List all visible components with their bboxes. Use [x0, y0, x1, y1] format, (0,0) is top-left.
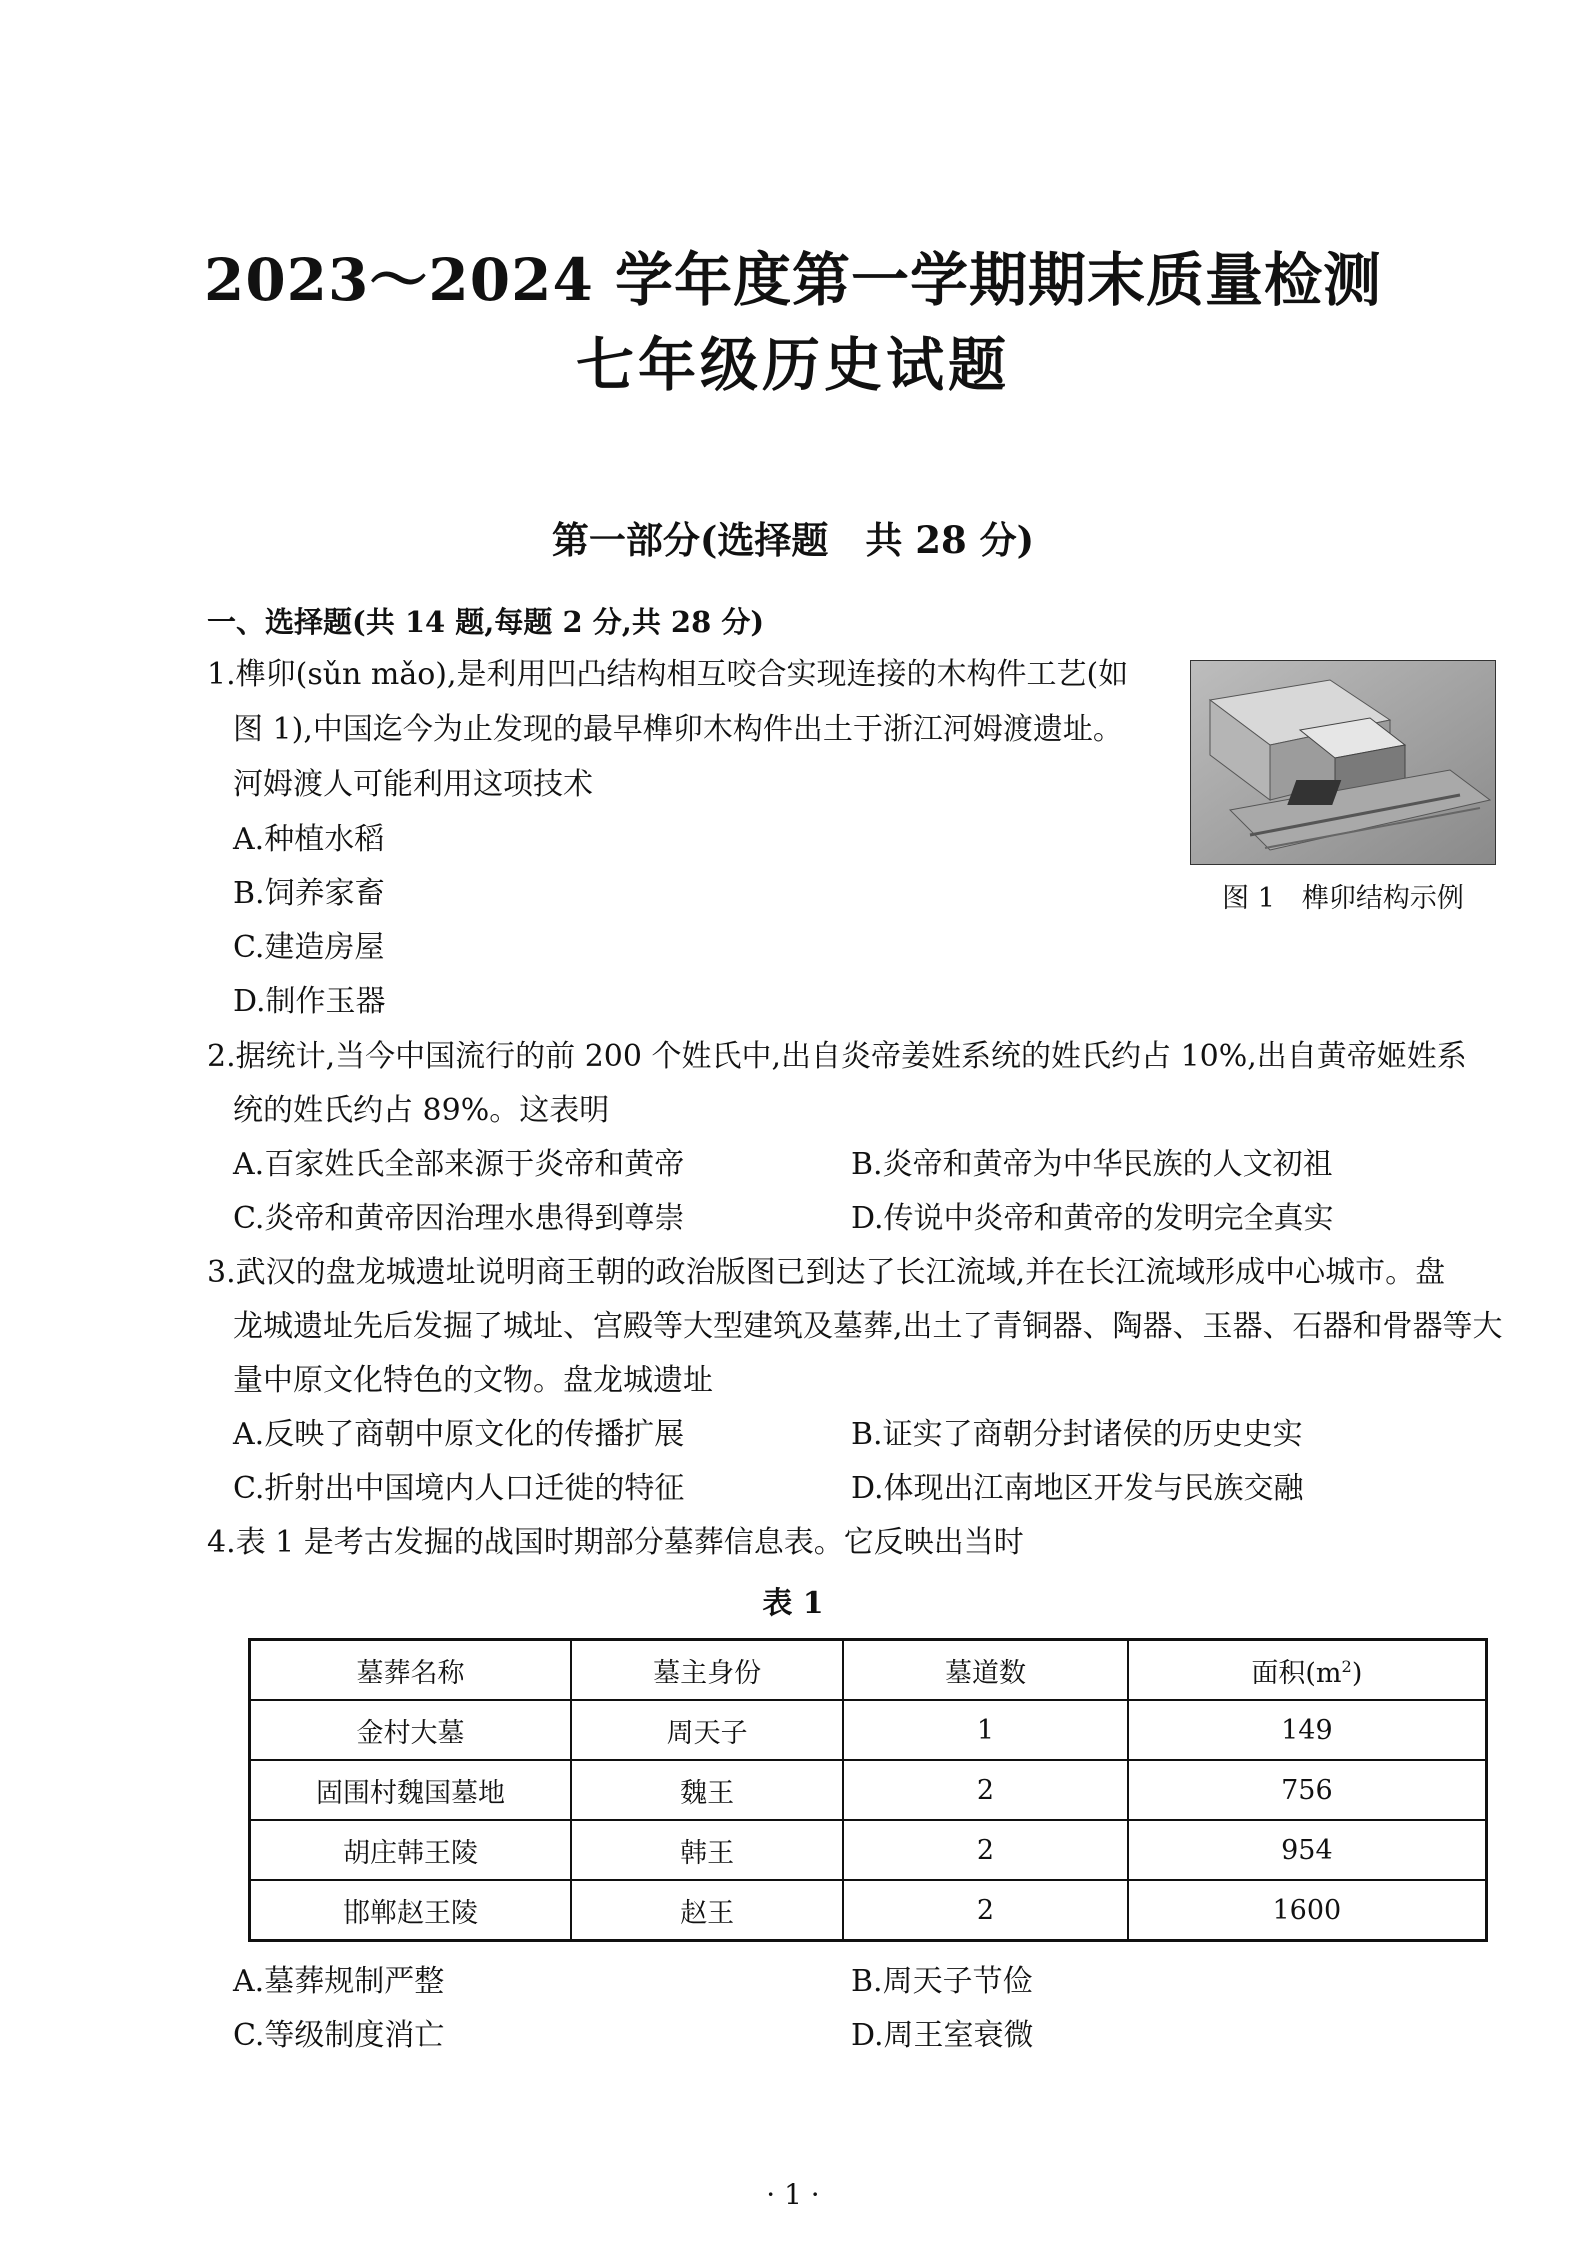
exam-title: 2023～2024 学年度第一学期期末质量检测 — [203, 246, 1383, 314]
cell-area: 756 — [1128, 1760, 1487, 1820]
table-caption: 表 1 — [762, 1586, 824, 1621]
cell-area: 1600 — [1128, 1880, 1487, 1941]
cell-owner: 周天子 — [571, 1700, 843, 1760]
q2-option-d: D.传说中炎帝和黄帝的发明完全真实 — [851, 1201, 1334, 1236]
header-owner: 墓主身份 — [571, 1640, 843, 1701]
header-tomb-name: 墓葬名称 — [250, 1640, 572, 1701]
q3-option-a: A.反映了商朝中原文化的传播扩展 — [233, 1417, 685, 1452]
mortise-tenon-photo — [1190, 660, 1496, 865]
page-number: · 1 · — [766, 2178, 820, 2211]
cell-owner: 韩王 — [571, 1820, 843, 1880]
q3-option-d: D.体现出江南地区开发与民族交融 — [851, 1471, 1304, 1506]
cell-passages: 2 — [843, 1760, 1128, 1820]
q1-option-c: C.建造房屋 — [233, 930, 385, 965]
q4-option-d: D.周王室衰微 — [851, 2018, 1034, 2053]
q1-line-2: 图 1),中国迄今为止发现的最早榫卯木构件出土于浙江河姆渡遗址。 — [233, 712, 1123, 747]
exam-subtitle: 七年级历史试题 — [575, 331, 1010, 399]
cell-owner: 赵王 — [571, 1880, 843, 1941]
section-heading: 一、选择题(共 14 题,每题 2 分,共 28 分) — [207, 605, 765, 639]
part-heading: 第一部分(选择题 共 28 分) — [551, 518, 1035, 562]
cell-tomb-name: 邯郸赵王陵 — [250, 1880, 572, 1941]
q4-line-1: 4.表 1 是考古发掘的战国时期部分墓葬信息表。它反映出当时 — [207, 1525, 1024, 1560]
figure-caption: 图 1 榫卯结构示例 — [1222, 883, 1464, 914]
q4-option-b: B.周天子节俭 — [851, 1964, 1033, 1999]
q4-option-c: C.等级制度消亡 — [233, 2018, 445, 2053]
cell-area: 954 — [1128, 1820, 1487, 1880]
cell-tomb-name: 胡庄韩王陵 — [250, 1820, 572, 1880]
q3-line-1: 3.武汉的盘龙城遗址说明商王朝的政治版图已到达了长江流域,并在长江流域形成中心城市。盘 — [207, 1255, 1446, 1290]
q3-option-b: B.证实了商朝分封诸侯的历史史实 — [851, 1417, 1303, 1452]
cell-tomb-name: 固围村魏国墓地 — [250, 1760, 572, 1820]
table-row — [250, 1820, 1487, 1880]
cell-tomb-name: 金村大墓 — [250, 1700, 572, 1760]
q3-option-c: C.折射出中国境内人口迁徙的特征 — [233, 1471, 685, 1506]
table-row — [250, 1880, 1487, 1941]
tomb-info-table — [248, 1638, 1488, 1942]
q1-option-a: A.种植水稻 — [233, 822, 385, 857]
cell-passages: 2 — [843, 1880, 1128, 1941]
cell-owner: 魏王 — [571, 1760, 843, 1820]
cell-passages: 1 — [843, 1700, 1128, 1760]
header-area: 面积$(m^2)$ — [1128, 1640, 1487, 1701]
q2-option-b: B.炎帝和黄帝为中华民族的人文初祖 — [851, 1147, 1333, 1182]
q1-line-1: 1.榫卯(sǔn mǎo),是利用凹凸结构相互咬合实现连接的木构件工艺(如 — [207, 657, 1129, 692]
q1-option-b: B.饲养家畜 — [233, 876, 385, 911]
table-header-row — [250, 1640, 1487, 1701]
q2-line-2: 统的姓氏约占 89%。这表明 — [233, 1093, 610, 1128]
cell-area: 149 — [1128, 1700, 1487, 1760]
header-passages: 墓道数 — [843, 1640, 1128, 1701]
q1-option-d: D.制作玉器 — [233, 984, 386, 1019]
table-row — [250, 1700, 1487, 1760]
q3-line-2: 龙城遗址先后发掘了城址、宫殿等大型建筑及墓葬,出土了青铜器、陶器、玉器、石器和骨器等大 — [233, 1309, 1503, 1344]
q2-option-a: A.百家姓氏全部来源于炎帝和黄帝 — [233, 1147, 685, 1182]
q3-line-3: 量中原文化特色的文物。盘龙城遗址 — [233, 1363, 713, 1398]
table-row — [250, 1760, 1487, 1820]
q2-line-1: 2.据统计,当今中国流行的前 200 个姓氏中,出自炎帝姜姓系统的姓氏约占 10%,出自黄帝姬姓系 — [207, 1039, 1467, 1074]
q2-option-c: C.炎帝和黄帝因治理水患得到尊崇 — [233, 1201, 685, 1236]
cell-passages: 2 — [843, 1820, 1128, 1880]
q4-option-a: A.墓葬规制严整 — [233, 1964, 445, 1999]
q1-line-3: 河姆渡人可能利用这项技术 — [233, 767, 593, 802]
